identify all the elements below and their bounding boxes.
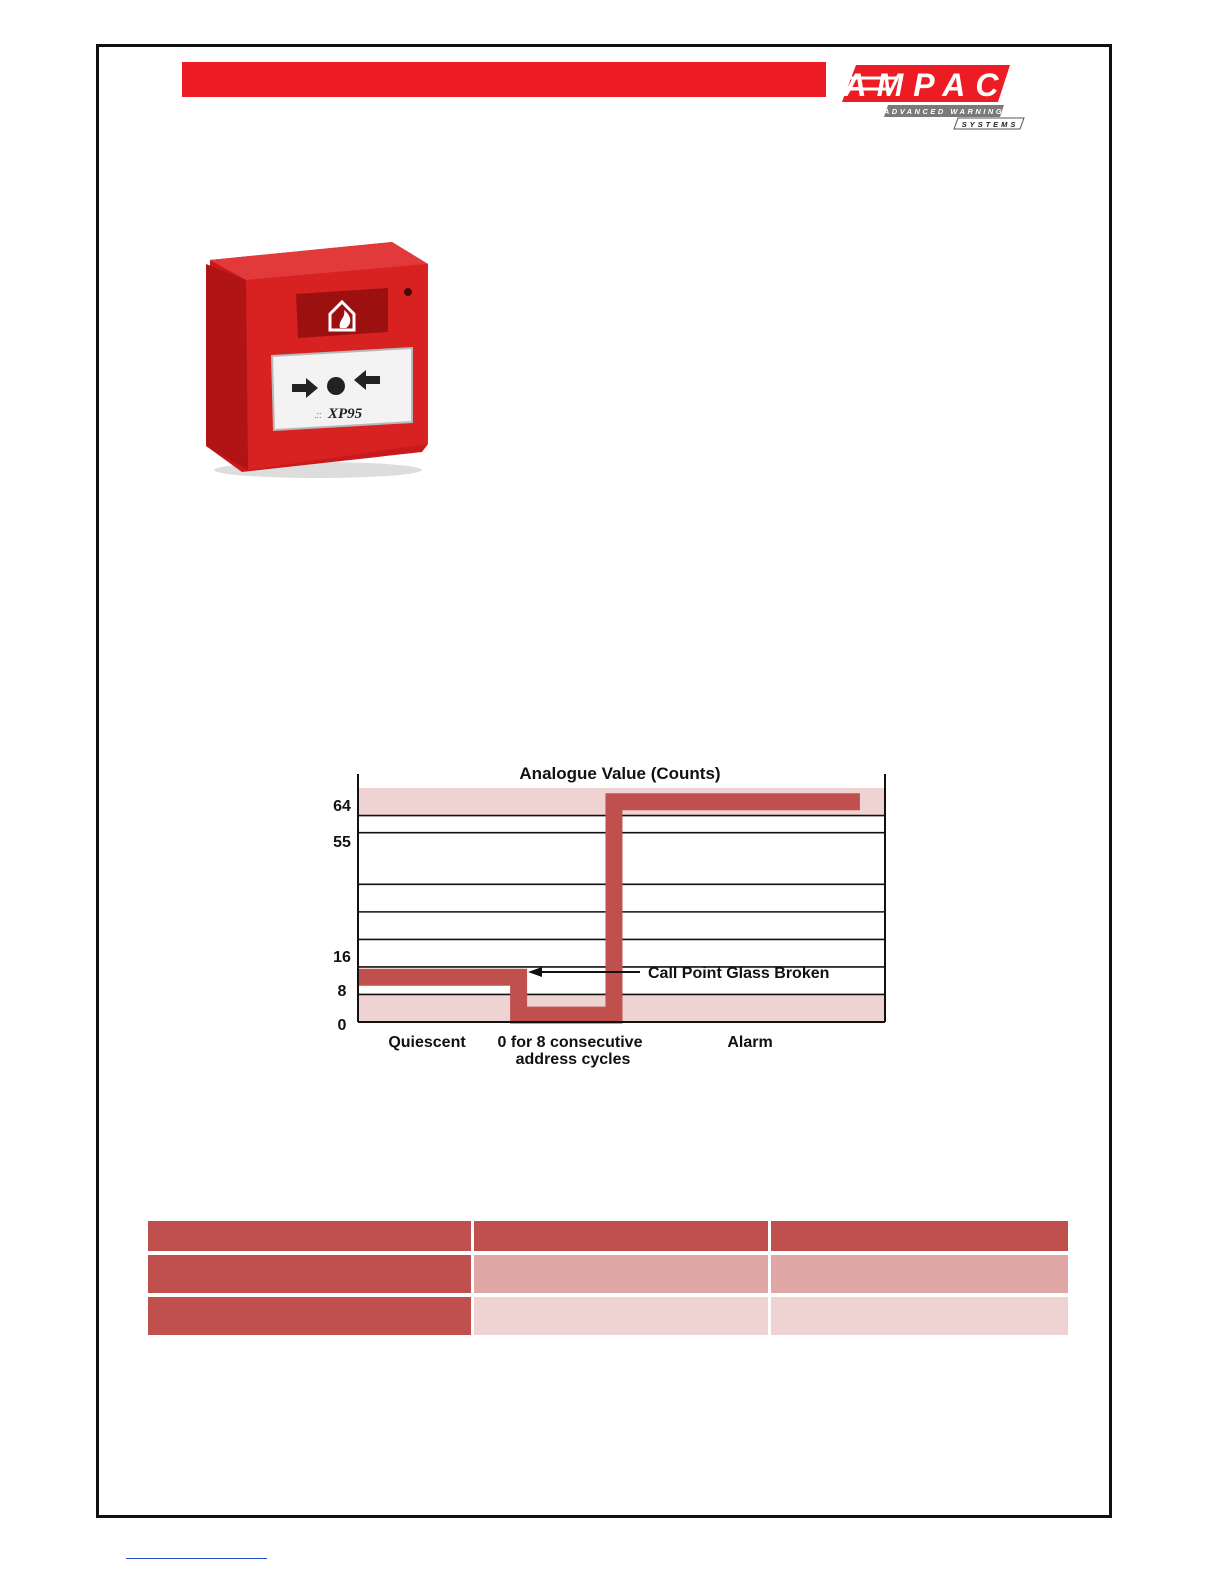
product-prefix: .:: — [314, 410, 322, 420]
annotation-arrowhead — [528, 967, 542, 977]
ytick-64: 64 — [333, 798, 351, 815]
table-cell — [771, 1297, 1068, 1339]
table-cell — [474, 1297, 771, 1339]
chart-title: Analogue Value (Counts) — [519, 764, 721, 783]
product-label: XP95 — [328, 406, 363, 422]
footer-link-underline[interactable] — [126, 1558, 267, 1559]
logo-sub1: ADVANCED WARNING — [883, 107, 1005, 116]
annotation-label: Call Point Glass Broken — [648, 965, 830, 982]
table-row — [148, 1297, 1068, 1339]
table-header-cell — [771, 1221, 1068, 1255]
call-point-photo — [196, 234, 432, 480]
logo-sub2: SYSTEMS — [961, 120, 1019, 129]
table-cell — [148, 1297, 474, 1339]
phase-quiescent: Quiescent — [388, 1034, 466, 1051]
table-cell — [148, 1255, 474, 1297]
logo-text: AMPAC — [843, 67, 1009, 103]
table-cell — [474, 1255, 771, 1297]
table-header-cell — [474, 1221, 771, 1255]
phase-zero-line2: address cycles — [515, 1051, 631, 1068]
header-red-bar — [182, 62, 826, 97]
table-cell — [771, 1255, 1068, 1297]
ytick-16: 16 — [333, 949, 351, 966]
ytick-0: 0 — [337, 1017, 347, 1034]
table-header-cell — [148, 1221, 474, 1255]
ampac-logo — [838, 62, 1028, 134]
info-table — [148, 1221, 1068, 1339]
phase-zero-line1: 0 for 8 consecutive — [497, 1034, 643, 1051]
table-row — [148, 1255, 1068, 1297]
analogue-value-chart — [320, 760, 900, 1080]
chart-series-line-0 — [358, 802, 860, 1015]
table-header-row — [148, 1221, 1068, 1255]
ytick-8: 8 — [337, 983, 347, 1000]
ytick-55: 55 — [333, 834, 351, 851]
phase-alarm: Alarm — [727, 1034, 773, 1051]
